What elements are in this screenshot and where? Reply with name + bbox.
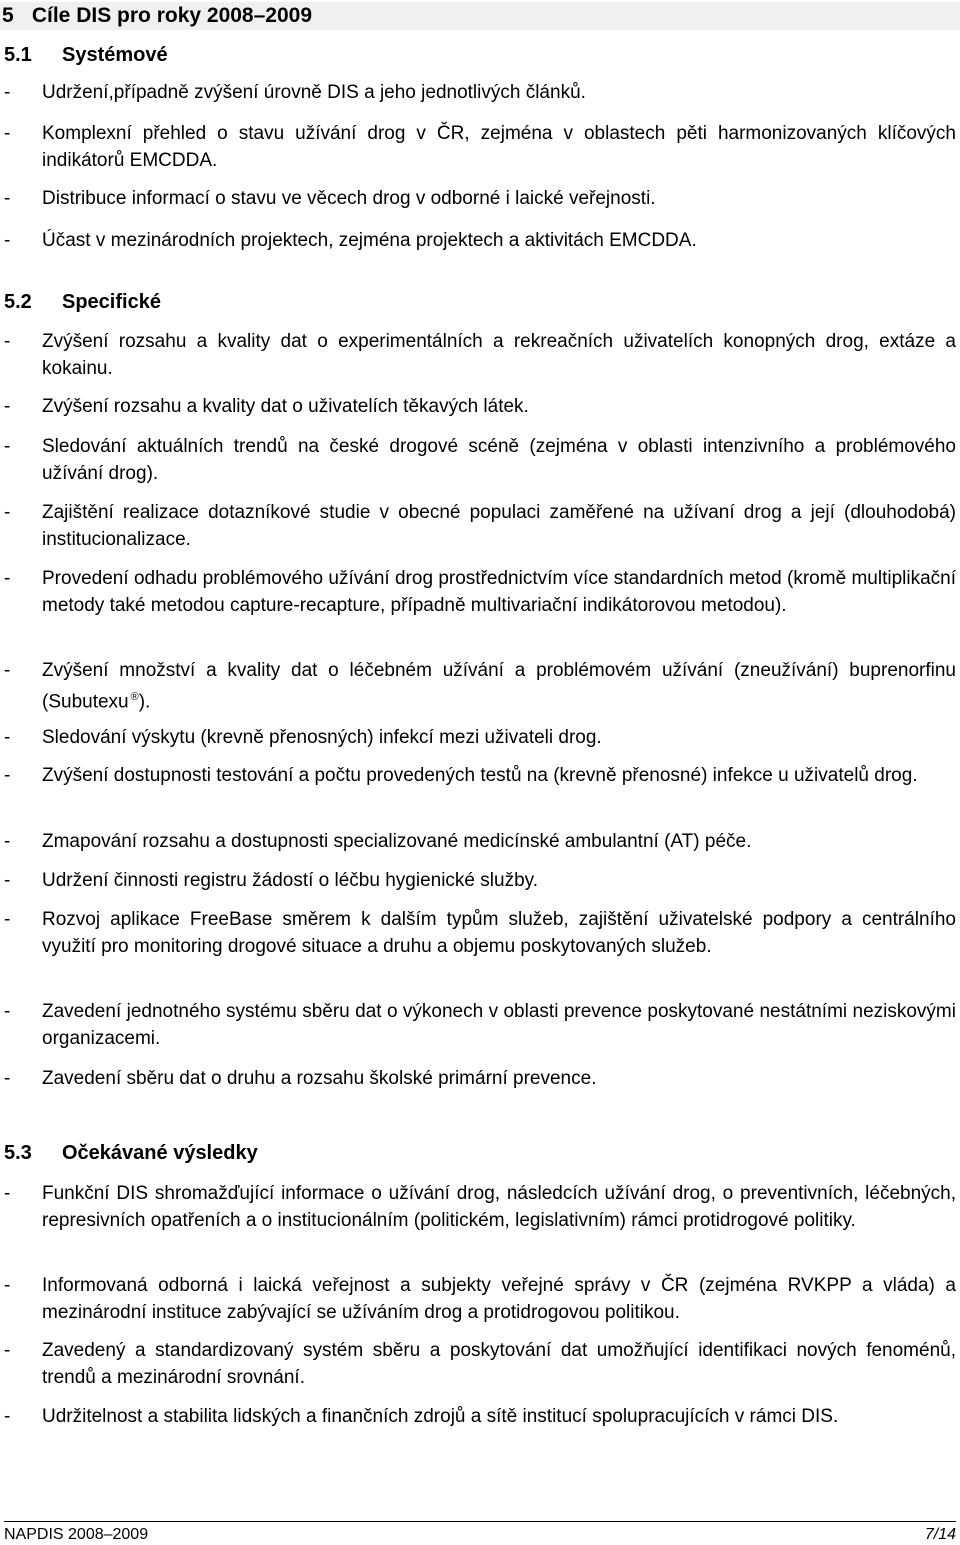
- list-item-text-tail: ).: [138, 691, 151, 713]
- bullet: -: [4, 230, 11, 251]
- section-number: 5.1: [4, 44, 32, 66]
- bullet: -: [4, 396, 11, 417]
- list-item: [4, 1272, 956, 1326]
- list-item-text: [42, 657, 956, 715]
- list-item-text: Udržení,případně zvýšení úrovně DIS a jeho jednotlivých článků.: [42, 82, 586, 103]
- list-item: [4, 499, 956, 553]
- section-title: Systémové: [62, 44, 168, 66]
- bullet: -: [4, 1001, 11, 1022]
- list-item-text: Zvýšení rozsahu a kvality dat o experimentálních a rekreačních uživatelích konopných drog, extáze a kokainu.: [42, 331, 956, 379]
- section-heading-5-1: [4, 43, 168, 67]
- list-item-text: Zavedení sběru dat o druhu a rozsahu školské primární prevence.: [42, 1068, 597, 1089]
- bullet: -: [4, 331, 11, 352]
- bullet: -: [4, 660, 11, 681]
- list-item-text: Sledování aktuálních trendů na české drogové scéně (zejména v oblasti intenzivního a problémového užívání drog).: [42, 436, 956, 484]
- bullet: -: [4, 1406, 11, 1427]
- list-item: [4, 867, 956, 894]
- list-item: [4, 79, 956, 106]
- list-item: [4, 1403, 956, 1430]
- bullet: -: [4, 123, 11, 144]
- list-item-text: Funkční DIS shromažďující informace o užívání drog, následcích užívání drog, o preventivních, léčebných, represivních opatřeních a o institucionálním (politickém, legislativním) rámci protidrogové politiky.: [42, 1183, 956, 1231]
- list-item-text: Provedení odhadu problémového užívání drog prostřednictvím více standardních metod (kromě multiplikační metody také metodou capture-recapture, případně multivariační indikátorovou metodou).: [42, 568, 956, 616]
- list-item-text: Zajištění realizace dotazníkové studie v obecné populaci zaměřené na užívaní drog a její (dlouhodobá) institucionalizace.: [42, 502, 956, 550]
- bullet: -: [4, 502, 11, 523]
- page-footer: [4, 1521, 956, 1543]
- list-item-text: Informovaná odborná i laická veřejnost a subjekty veřejné správy v ČR (zejména RVKPP a vláda) a mezinárodní instituce zabývající se užíváním drog a protidrogovou politikou.: [42, 1275, 956, 1323]
- bullet: -: [4, 765, 11, 786]
- chapter-heading: [0, 2, 960, 30]
- bullet: -: [4, 568, 11, 589]
- list-item: [4, 724, 956, 751]
- registered-mark: ®: [130, 691, 139, 703]
- list-item: [4, 906, 956, 960]
- list-item-text: Rozvoj aplikace FreeBase směrem k dalším typům služeb, zajištění uživatelské podpory a centrálního využití pro monitoring drogové situace a druhu a objemu poskytovaných služeb.: [42, 909, 956, 957]
- bullet: -: [4, 436, 11, 457]
- list-item: [4, 762, 956, 789]
- section-heading-5-2: [4, 290, 161, 314]
- list-item-text: Distribuce informací o stavu ve věcech drog v odborné i laické veřejnosti.: [42, 188, 656, 209]
- bullet: -: [4, 727, 11, 748]
- list-item: [4, 998, 956, 1052]
- section-title: Očekávané výsledky: [62, 1142, 258, 1164]
- list-item-text: Udržení činnosti registru žádostí o léčbu hygienické služby.: [42, 870, 539, 891]
- bullet: -: [4, 188, 11, 209]
- chapter-title: Cíle DIS pro roky 2008–2009: [31, 4, 313, 27]
- bullet: -: [4, 831, 11, 852]
- section-title: Specifické: [62, 291, 161, 313]
- section-number: 5.3: [4, 1142, 32, 1164]
- list-item: [4, 828, 956, 855]
- bullet: -: [4, 1275, 11, 1296]
- list-item: [4, 657, 956, 715]
- list-item: [4, 120, 956, 174]
- bullet: -: [4, 870, 11, 891]
- list-item-text: Účast v mezinárodních projektech, zejména projektech a aktivitách EMCDDA.: [42, 230, 697, 251]
- list-item-text-main: Zvýšení množství a kvality dat o léčebném užívání a problémovém užívání (zneužívání) buprenorfinu (Subutexu: [42, 660, 956, 713]
- bullet: -: [4, 1183, 11, 1204]
- footer-page-number: 7/14: [924, 1526, 956, 1543]
- list-item-text: Udržitelnost a stabilita lidských a finančních zdrojů a sítě institucí spolupracujících v rámci DIS.: [42, 1406, 839, 1427]
- list-item-text: Zmapování rozsahu a dostupnosti specializované medicínské ambulantní (AT) péče.: [42, 831, 752, 852]
- bullet: -: [4, 909, 11, 930]
- footer-document-title: NAPDIS 2008–2009: [4, 1526, 149, 1543]
- chapter-number: 5: [2, 4, 14, 27]
- bullet: -: [4, 1340, 11, 1361]
- list-item: [4, 393, 956, 420]
- list-item: [4, 1180, 956, 1234]
- list-item-text: Zavedení jednotného systému sběru dat o výkonech v oblasti prevence poskytované nestátními neziskovými organizacemi.: [42, 1001, 956, 1049]
- list-item: [4, 227, 956, 254]
- list-item: [4, 565, 956, 619]
- list-item-text: Zvýšení rozsahu a kvality dat o uživatelích těkavých látek.: [42, 396, 529, 417]
- bullet: -: [4, 1068, 11, 1089]
- list-item-text: Sledování výskytu (krevně přenosných) infekcí mezi uživateli drog.: [42, 727, 602, 748]
- list-item-text: Zavedený a standardizovaný systém sběru a poskytování dat umožňující identifikaci nových fenoménů, trendů a mezinárodní srovnání.: [42, 1340, 956, 1388]
- list-item: [4, 185, 956, 212]
- list-item-text: Komplexní přehled o stavu užívání drog v ČR, zejména v oblastech pěti harmonizovaných klíčových indikátorů EMCDDA.: [42, 123, 956, 171]
- list-item-text: Zvýšení dostupnosti testování a počtu provedených testů na (krevně přenosné) infekce u uživatelů drog.: [42, 765, 918, 786]
- section-heading-5-3: [4, 1141, 258, 1165]
- section-number: 5.2: [4, 291, 32, 313]
- list-item: [4, 1065, 956, 1092]
- list-item: [4, 328, 956, 382]
- list-item: [4, 433, 956, 487]
- bullet: -: [4, 82, 11, 103]
- list-item: [4, 1337, 956, 1391]
